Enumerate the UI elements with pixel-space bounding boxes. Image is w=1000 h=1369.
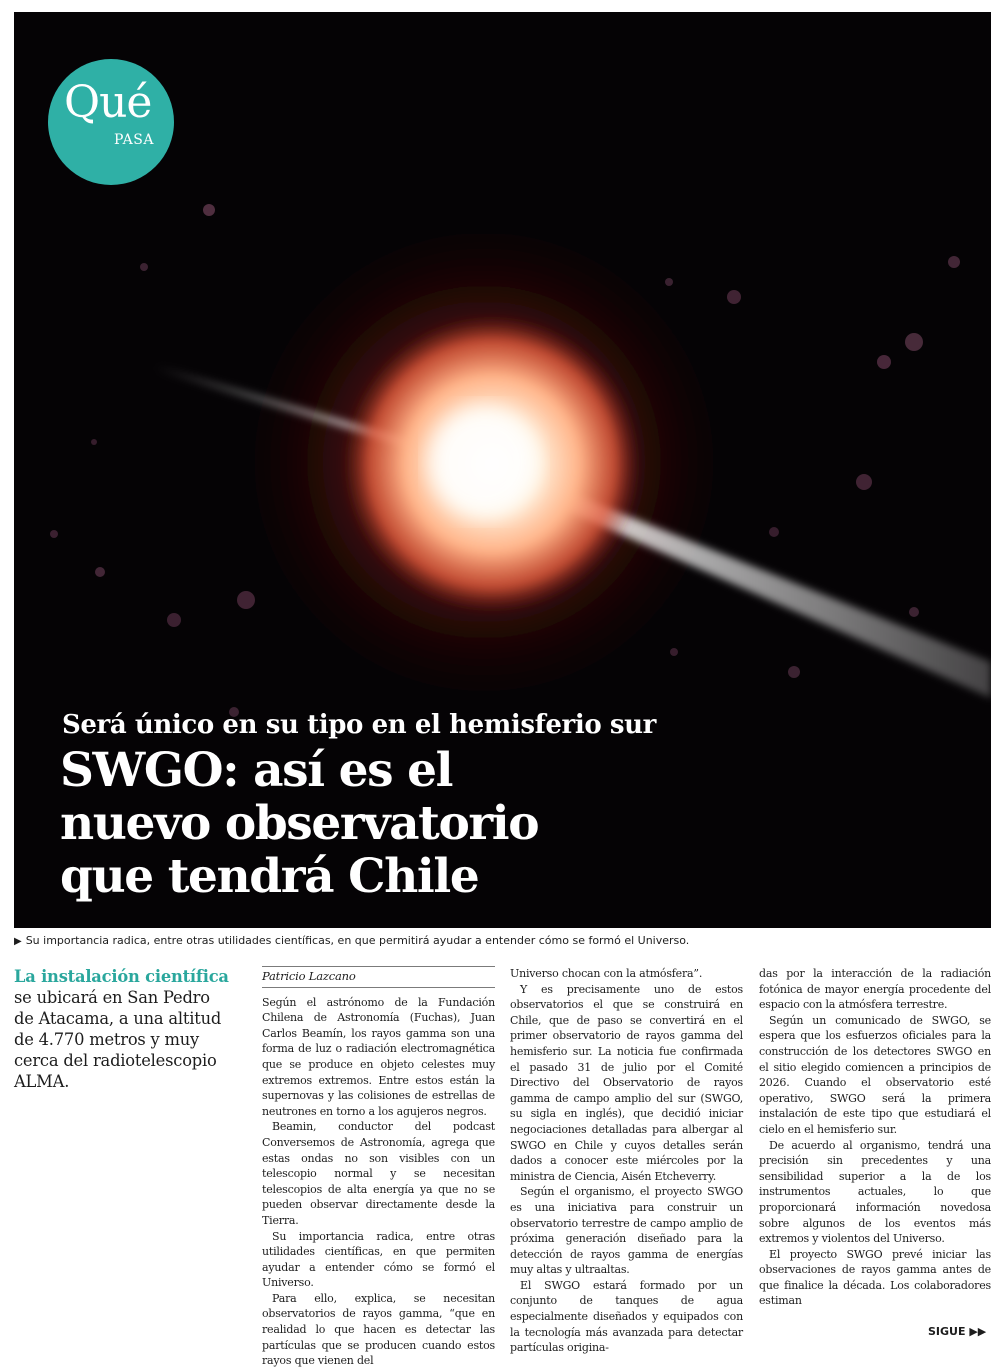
hero-image: [14, 12, 991, 928]
headline-line: SWGO: así es el: [60, 743, 453, 798]
lead-text: se ubicará en San Pedro de Atacama, a una altitud de 4.770 metros y muy cerca del radiotelescopio ALMA.: [14, 988, 222, 1091]
byline: Patricio Lazcano: [262, 969, 356, 983]
paragraph: El SWGO estará formado por un conjunto de tanques de agua especialmente diseñados y equipados con la tecnología más avanzada para detectar partículas origina-: [510, 1278, 743, 1355]
paragraph: Universo chocan con la atmósfera”.: [510, 967, 703, 980]
caption-text: Su importancia radica, entre otras utilidades científicas, en que permitirá ayudar a entender cómo se formó el Universo.: [25, 934, 690, 947]
headline-line: que tendrá Chile: [60, 849, 479, 904]
kicker: Será único en su tipo en el hemisferio sur: [62, 710, 656, 740]
paragraph: das por la interacción de la radiación fotónica de mayor energía procedente del espacio con la atmósfera terrestre.: [759, 967, 991, 1012]
headline: [60, 744, 620, 903]
byline-box: [262, 966, 495, 988]
paragraph: Según el astrónomo de la Fundación Chilena de Astronomía (Fuchas), Juan Carlos Beamín, los rayos gamma son una forma de luz o radiación electromagnética que se produce en objeto celestes muy extremos extremos. Entre estos están la supernovas y las colisiones de estrellas de neutrones en torno a los agujeros negros.: [262, 995, 495, 1118]
continue-link[interactable]: [928, 1325, 986, 1338]
lead-highlight: La instalación científica: [14, 967, 229, 986]
continue-label: SIGUE: [928, 1325, 966, 1338]
paragraph: Y es precisamente uno de estos observatorios el que se construirá en Chile, que de paso se convertirá en el primer observatorio de rayos gamma del hemisferio sur. La noticia fue confirmada el pasado 31 de julio por el Comité Directivo del Observatorio de rayos gamma de campo amplio del sur (SWGO, su sigla en inglés), que decidió iniciar negociaciones detalladas para albergar al SWGO en Chile y cuyos detalles serán dados a conocer este miércoles por la ministra de Ciencia, Aisén Etcheverry.: [510, 982, 743, 1183]
paragraph: Según un comunicado de SWGO, se espera que los esfuerzos oficiales para la construcción de los detectores SWGO en el sitio elegido comiencen a principios de 2026. Cuando el observatorio esté operativo, SWGO será la primera instalación de este tipo que estudiará el cielo en el hemisferio sur.: [759, 1013, 991, 1136]
paragraph: Su importancia radica, entre otras utilidades científicas, en que permiten ayudar a entender cómo se formó el Universo.: [262, 1229, 495, 1290]
double-arrow-right-icon: ▶▶: [969, 1325, 987, 1338]
article-column-2: [510, 966, 743, 1356]
logo-word-pasa: PASA: [114, 132, 154, 148]
lead-paragraph: [14, 966, 229, 1092]
que-pasa-logo: [48, 59, 174, 185]
article-column-1: [262, 966, 495, 1369]
paragraph: Para ello, explica, se necesitan observatorios de rayos gamma, “que en realidad lo que hacen es detectar las partículas que se producen cuando estos rayos que vienen del: [262, 1291, 495, 1368]
triangle-right-icon: ▶: [14, 936, 22, 947]
photo-caption: [14, 934, 994, 947]
logo-word-que: Qué: [64, 77, 152, 128]
paragraph: Beamin, conductor del podcast Conversemos de Astronomía, agrega que estas ondas no son visibles con un telescopio normal y se necesitan telescopios de alta energía ya que no se pueden observar directamente desde la Tierra.: [262, 1120, 495, 1227]
article-column-3: [759, 966, 991, 1309]
paragraph: De acuerdo al organismo, tendrá una precisión sin precedentes y una sensibilidad superior a la de los instrumentos actuales, lo que proporcionará información novedosa sobre algunos de los eventos más extremos y violentos del Universo.: [759, 1138, 991, 1246]
headline-line: nuevo observatorio: [60, 796, 539, 851]
paragraph: El proyecto SWGO prevé iniciar las observaciones de rayos gamma antes de que finalice la década. Los colaboradores estiman: [759, 1247, 991, 1308]
paragraph: Según el organismo, el proyecto SWGO es una iniciativa para construir un observatorio terrestre de campo amplio de próxima generación diseñado para la detección de rayos gamma de energías muy altas y ultraaltas.: [510, 1185, 743, 1277]
